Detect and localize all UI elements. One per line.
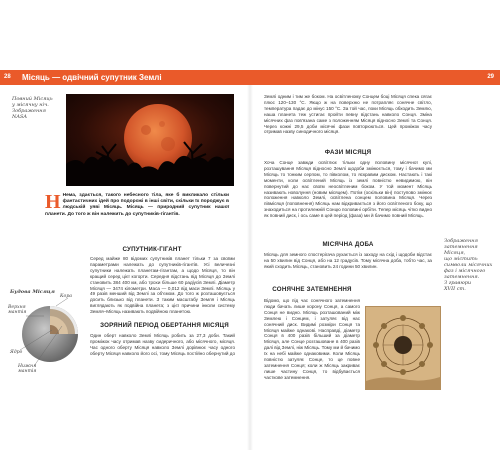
chapter-title: Місяць — одвічний супутник Землі [22,73,162,82]
paragraph-sidereal: Один оберт навколо Землі Місяць робить за 27,3 доби. Такий проміжок часу отримав назву сидеричного, або місячного, місяця. Час одного оберту Місяця навколо Землі дорівнює часу одного оберту Місяця навколо його осі, тому Місяць постійно обернутий до [90,333,236,356]
eclipse-engraving [365,306,441,390]
heading-sidereal-period: ЗОРЯНИЙ ПЕРІОД ОБЕРТАННЯ МІСЯЦЯ [100,322,229,329]
paragraph-eclipse: Відомо, що під час сонячного затемнення люди бачать лише корону Сонця, а самого Сонця не видно. Місяць розташований між Землею і Сонцем, і затуляє від нас сонячний диск. Видимі розміри Сонця та Місяця майже однакові. Насправді, діаметр Сонця в 400 разів більший за діаметр Місяця, але Сонце розташоване в 400 разів далі від Землі, ніж Місяць. Тому ми й бачимо їх на небі майже однаковими. Коли Місяць повністю затуляє Сонце, то це повне затемнення Сонця; коли ж Місяць закриває лише частину Сонця, то відбувається часткове затемнення. [264,298,360,380]
photo-caption [12,96,62,120]
eclipse-caption-line: Зображення [444,238,478,244]
eclipse-caption [444,238,496,292]
eclipse-caption-line: затемнення. [444,274,480,280]
eclipse-engraving-illustration [366,307,440,389]
eclipse-caption-line: фаз і місячного [444,268,486,274]
full-moon-illustration [66,94,234,186]
paragraph-phases: Хоча Сонце завжди освітлює тільки одну половину місячної кулі, розташування Місяця відносно Землі щодоби змінюється, тому і бачимо ми Місяць то тонким серпом, то півколом, то яскравим диском. Настають і такі моменти, коли освітлений Місяць із землі повністю невидимою, він повернутий до нас своїм неосвітленим боком. У той момент Місяць називають новолуння (новим місяцем). Потім (оскільки він) поступово змінює положення навколо Землі, освітлена сонцем половина Місяця. Через півмісяця (поповнення) Місяць нам відкривається з його освітленого боку, що знаходиться на протилежній Сонцю половині орбіти. Тепер місяць чітко видно як повний диск, і ось саме в цей період (фаза) ми й бачимо повний Місяць. [264,160,432,219]
heading-solar-eclipse: СОНЯЧНЕ ЗАТЕМНЕННЯ [272,286,352,293]
heading-moon-phases: ФАЗИ МІСЯЦЯ [324,149,372,156]
page-gutter [247,85,253,450]
eclipse-caption-line: З гравюри [444,280,472,286]
lead-paragraph [45,193,229,218]
eclipse-caption-line: що містить [444,256,478,262]
label-core: Ядро [10,350,23,355]
full-moon-photo [66,94,234,186]
eclipse-caption-line: XVII ст. [444,286,466,292]
heading-giant-satellite: СУПУТНИК-ГІГАНТ [122,246,182,253]
paragraph-rotation: Землі одним і тим же боком. На освітленому Сонцем боці Місяця спека сягає плюс 120–130 °С. Якщо ж на поверхню не потрапляє сонячне світло, температура падає до мінус 150 °С. За той час, поки Місяць обходить Землю, наша планета теж устигає пройти певну відстань навколо Сонця. Зміна місячних фаз пов'язана саме з положенням Місяця відносно Землі та Сонця. Через кожні 29,5 доби місячні фази повторюються. Цей проміжок часу отримав назву синодичного місяця. [264,94,432,135]
heading-lunar-day: МІСЯЧНА ДОБА [322,241,374,248]
page-header [0,70,500,85]
lead-text: Нема, здається, такого небесного тіла, яке б викликало стільки фантастичних ідей про подорожі в інші світи, скільки їх породжує в людській уяві Місяць. Місяць — природний супутник нашої планети. До того ж він належить до супутників-гігантів. [45,193,229,217]
photo-caption-line: Повний Місяць [12,96,53,102]
page-number-left: 28 [4,74,11,80]
eclipse-caption-line: затемнення Місяця, [444,244,478,256]
photo-caption-line: у місячну ніч. [12,102,49,108]
photo-caption-line: Зображення [12,108,46,114]
moon-structure-title: Будова Місяця [10,289,55,295]
label-crust: Кора [60,294,73,299]
paragraph-giant: Серед майже 80 відомих супутників планет тільки 7 за своїми параметрами належать до супутників-гігантів. Усі величезні супутники належать планетам-гігантам, а щодо Місяця, то він кращий серед цієї когорти. Середня відстань від Місяця до Землі становить 384 400 км, або трохи більше 60 радіусів Землі. Діаметр Місяця — 3474 кілометри. Маса — 0,012 від маси Землі. Місяць у 49 разів менший від Землі за об'ємом. До того ж розташовується досить близько від планети. З таким масштабу Земля і Місяць виглядають як подвійна планета; з цієї причини інколи систему Земля–Місяць називають подвійною планетою. [90,256,235,315]
label-lower-mantle: Нижня мантія [18,364,37,374]
label-upper-mantle: Верхня мантія [8,305,27,315]
eclipse-caption-line: символи місячних [444,262,493,268]
paragraph-lunar-day: Місяць для земного спостерігача рухається із заходу на схід і щодоби відстає на 50 хвилин від Сонця, або на 12 градусів. Тому місячна доба, тобто час, за який сходить Місяць, становить 24 години 50 хвилин. [264,252,432,269]
drop-cap: Н [45,191,61,213]
page-number-right: 29 [487,74,494,80]
photo-caption-line: NASA [12,114,28,120]
